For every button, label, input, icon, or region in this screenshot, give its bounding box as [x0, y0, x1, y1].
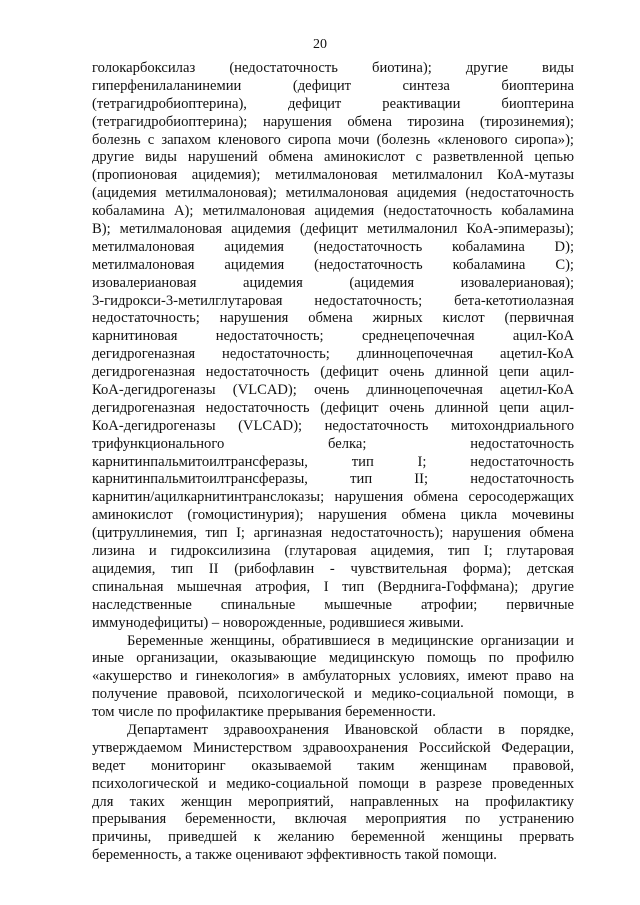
- text-line: дегидрогеназная недостаточность (дефицит очень длинной цепи ацил-: [92, 399, 574, 416]
- text-line: недостаточность; нарушения обмена жирных кислот (первичная: [92, 310, 574, 327]
- text-line: (цитруллинемия, тип I; аргиназная недостаточность); нарушения обмена: [92, 525, 574, 542]
- text-line: (тетрагидробиоптерина), дефицит реактивации биоптерина: [92, 95, 574, 112]
- text-line: прерывания беременности, включая мероприятия по устранению: [92, 811, 574, 828]
- text-line: болезнь с запахом кленового сиропа мочи (болезнь «кленового сиропа»);: [92, 131, 574, 148]
- text-line: дегидрогеназная недостаточность; длинноцепочечная ацетил-КоА: [92, 346, 574, 363]
- text-line: Департамент здравоохранения Ивановской области в порядке,: [127, 721, 574, 738]
- text-line: ацидемия, тип II (рибофлавин - чувствительная форма); детская: [92, 560, 574, 577]
- text-line: дегидрогеназная недостаточность (дефицит очень длинной цепи ацил-: [92, 364, 574, 381]
- text-line: получение правовой, психологической и медико-социальной помощи, в: [92, 686, 574, 703]
- text-line: КоА-дегидрогеназы (VLCAD); очень длинноцепочечная ацетил-КоА: [92, 382, 574, 399]
- text-line: Беременные женщины, обратившиеся в медицинские организации и: [127, 632, 574, 649]
- text-line: для таких женщин мероприятий, направленных на профилактику: [92, 793, 574, 810]
- text-line: причины, приведшей к желанию беременной женщины прервать: [92, 829, 574, 846]
- text-line: иммунодефициты) – новорожденные, родившиеся живыми.: [92, 614, 464, 631]
- document-body: [92, 60, 574, 865]
- text-line: 3-гидрокси-3-метилглутаровая недостаточность; бета-кетотиолазная: [92, 292, 574, 309]
- text-line: голокарбоксилаз (недостаточность биотина); другие виды: [92, 60, 574, 76]
- page-number: 20: [313, 37, 327, 52]
- text-line: «акушерство и гинекология» в амбулаторных условиях, имеют право на: [92, 668, 574, 685]
- text-line: трифункционального белка; недостаточность: [92, 435, 574, 452]
- text-line: карнитинпальмитоилтрансферазы, тип I; недостаточность: [92, 453, 574, 470]
- text-line: беременность, а также оценивают эффективность такой помощи.: [92, 847, 497, 864]
- text-line: метилмалоновая ацидемия (недостаточность кобаламина С);: [92, 256, 574, 273]
- paragraph: [92, 722, 574, 865]
- text-line: В); метилмалоновая ацидемия (дефицит метилмалонил КоА-эпимеразы);: [92, 221, 574, 238]
- text-line: аминокислот (гомоцистинурия); нарушения обмена цикла мочевины: [92, 507, 574, 524]
- text-line: том числе по профилактике прерывания беременности.: [92, 704, 436, 721]
- text-line: ведет мониторинг оказываемой таким женщинам правовой,: [92, 757, 574, 774]
- text-line: утверждаемом Министерством здравоохранения Российской Федерации,: [92, 739, 574, 756]
- text-line: (тетрагидробиоптерина); нарушения обмена тирозина (тирозинемия);: [92, 113, 574, 130]
- text-line: КоА-дегидрогеназы (VLCAD); недостаточность митохондриального: [92, 417, 574, 434]
- text-line: гиперфенилаланинемии (дефицит синтеза биоптерина: [92, 77, 574, 94]
- text-line: карнитинпальмитоилтрансферазы, тип II; недостаточность: [92, 471, 574, 488]
- text-line: карнитиновая недостаточность; среднецепочечная ацил-КоА: [92, 328, 574, 345]
- text-line: лизина и гидроксилизина (глутаровая ацидемия, тип I; глутаровая: [92, 543, 574, 560]
- text-line: изовалериановая ацидемия (ацидемия изовалериановая);: [92, 274, 574, 291]
- text-line: психологической и медико-социальной помощи в разрезе проведенных: [92, 775, 574, 792]
- text-line: (пропионовая ацидемия); метилмалоновая метилмалонил КоА-мутазы: [92, 167, 574, 184]
- text-line: метилмалоновая ацидемия (недостаточность кобаламина D);: [92, 238, 574, 255]
- text-line: другие виды нарушений обмена аминокислот с разветвленной цепью: [92, 149, 574, 166]
- text-line: кобаламина А); метилмалоновая ацидемия (недостаточность кобаламина: [92, 203, 574, 220]
- text-line: иные организации, оказывающие медицинскую помощь по профилю: [92, 650, 574, 667]
- paragraph: [92, 633, 574, 722]
- text-line: спинальная мышечная атрофия, I тип (Верднига-Гоффмана); другие: [92, 578, 574, 595]
- text-line: карнитин/ацилкарнитинтранслоказы; нарушения обмена серосодержащих: [92, 489, 574, 506]
- text-line: наследственные спинальные мышечные атрофии; первичные: [92, 596, 574, 613]
- paragraph: [92, 60, 574, 633]
- text-line: (ацидемия метилмалоновая); метилмалоновая ацидемия (недостаточность: [92, 185, 574, 202]
